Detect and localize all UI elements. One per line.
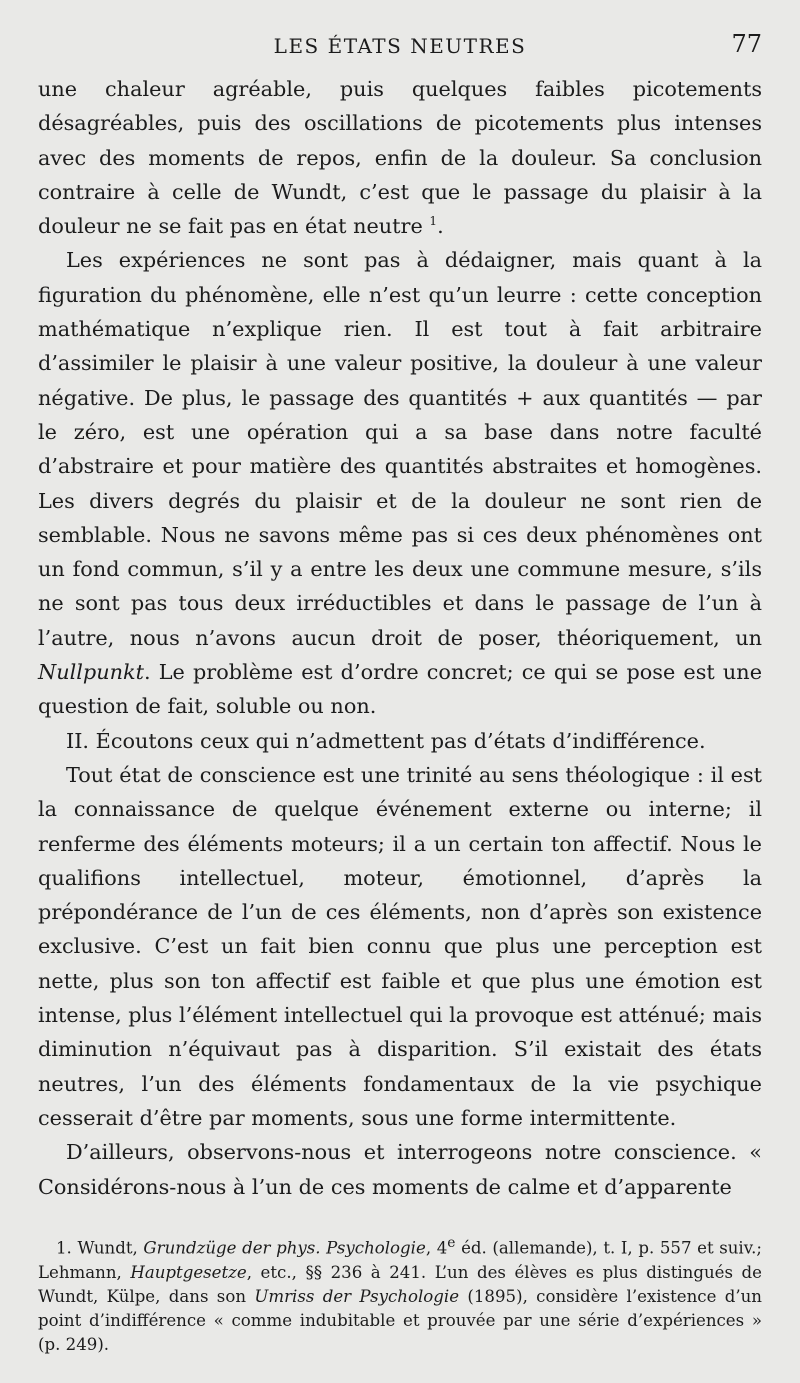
paragraph [38, 243, 762, 723]
footnote-text: , 4 [425, 1238, 448, 1258]
footnotes [38, 1231, 762, 1357]
page-number: 77 [731, 30, 762, 58]
paragraph-section-heading [38, 724, 762, 758]
footnote-text: , etc., §§ 236 à 241. L’un des élèves es plus distingués de Wundt, Külpe, dans son [38, 1262, 762, 1306]
paragraph-text: II. Écoutons ceux qui n’admettent pas d’états d’indifférence. [66, 728, 706, 753]
footnote [38, 1231, 762, 1357]
paragraph [38, 1135, 762, 1204]
paragraph-text: . Le problème est d’ordre concret; ce qui se pose est une question de fait, soluble ou non. [38, 660, 762, 719]
footnote-text: Wundt, [77, 1238, 138, 1258]
paragraph-text: D’ailleurs, observons-nous et interrogeons notre conscience. « Considérons-nous à l’un de ces moments de calme et d’apparente [38, 1140, 762, 1199]
paragraph-continuation [38, 72, 762, 243]
body-text [38, 72, 762, 1204]
footnote-title: Umriss der Psychologie [254, 1286, 460, 1306]
paragraph-text: une chaleur agréable, puis quelques faibles picotements désagréables, puis des oscillations de picotements plus intenses avec des moments de repos, enfin de la douleur. Sa conclusion contraire à celle de Wundt, c’est que le passage du plaisir à la douleur ne se fait pas en état neutre [38, 77, 762, 239]
footnote-reference: 1 [429, 214, 438, 229]
footnote-title: Grundzüge der phys. Psychologie [143, 1238, 426, 1258]
paragraph-end: . [437, 214, 444, 239]
running-head: LES ÉTATS NEUTRES [273, 34, 527, 58]
page-header [38, 30, 762, 62]
footnote-title: Hauptgesetze [130, 1262, 247, 1282]
footnote-text: éd. (allemande), t. I, p. 557 et suiv.; Lehmann, [38, 1238, 763, 1282]
footnote-text: (1895), considère l’existence d’un point d’indifférence « comme indubitable et prouvée par une série d’expériences » (p. 249). [38, 1286, 762, 1354]
paragraph [38, 758, 762, 1135]
footnote-superscript: e [447, 1235, 456, 1251]
paragraph-text: Tout état de conscience est une trinité au sens théologique : il est la connaissance de quelque événement externe ou interne; il renferme des éléments moteurs; il a un certain ton affectif. Nous le qualifions intellectuel, moteur, émotionnel, d’après la prépondérance de l’un de ces éléments, non d’après son existence exclusive. C’est un fait bien connu que plus une perception est nette, plus son ton affectif est faible et que plus une émotion est intense, plus l’élément intellectuel qui la provoque est atténué; mais diminution n’équivaut pas à disparition. S’il existait des états neutres, l’un des éléments fondamentaux de la vie psychique cesserait d’être par moments, sous une forme intermittente. [38, 762, 762, 1130]
italic-term: Nullpunkt [38, 660, 144, 685]
paragraph-text: Les expériences ne sont pas à dédaigner, mais quant à la figuration du phénomène, elle n’est qu’un leurre : cette conception mathématique n’explique rien. Il est tout à fait arbitraire d’assimiler le plaisir à une valeur positive, la douleur à une valeur négative. De plus, le passage des quantités + aux quantités — par le zéro, est une opération qui a sa base dans notre faculté d’abstraire et pour matière des quantités abstraites et homogènes. Les divers degrés du plaisir et de la douleur ne sont rien de semblable. Nous ne savons même pas si ces deux phénomènes ont un fond commun, s’il y a entre les deux une commune mesure, s’ils ne sont pas tous deux irréductibles et dans le passage de l’un à l’autre, nous n’avons aucun droit de poser, théoriquement, un [38, 248, 762, 650]
footnote-number: 1. [56, 1238, 72, 1258]
